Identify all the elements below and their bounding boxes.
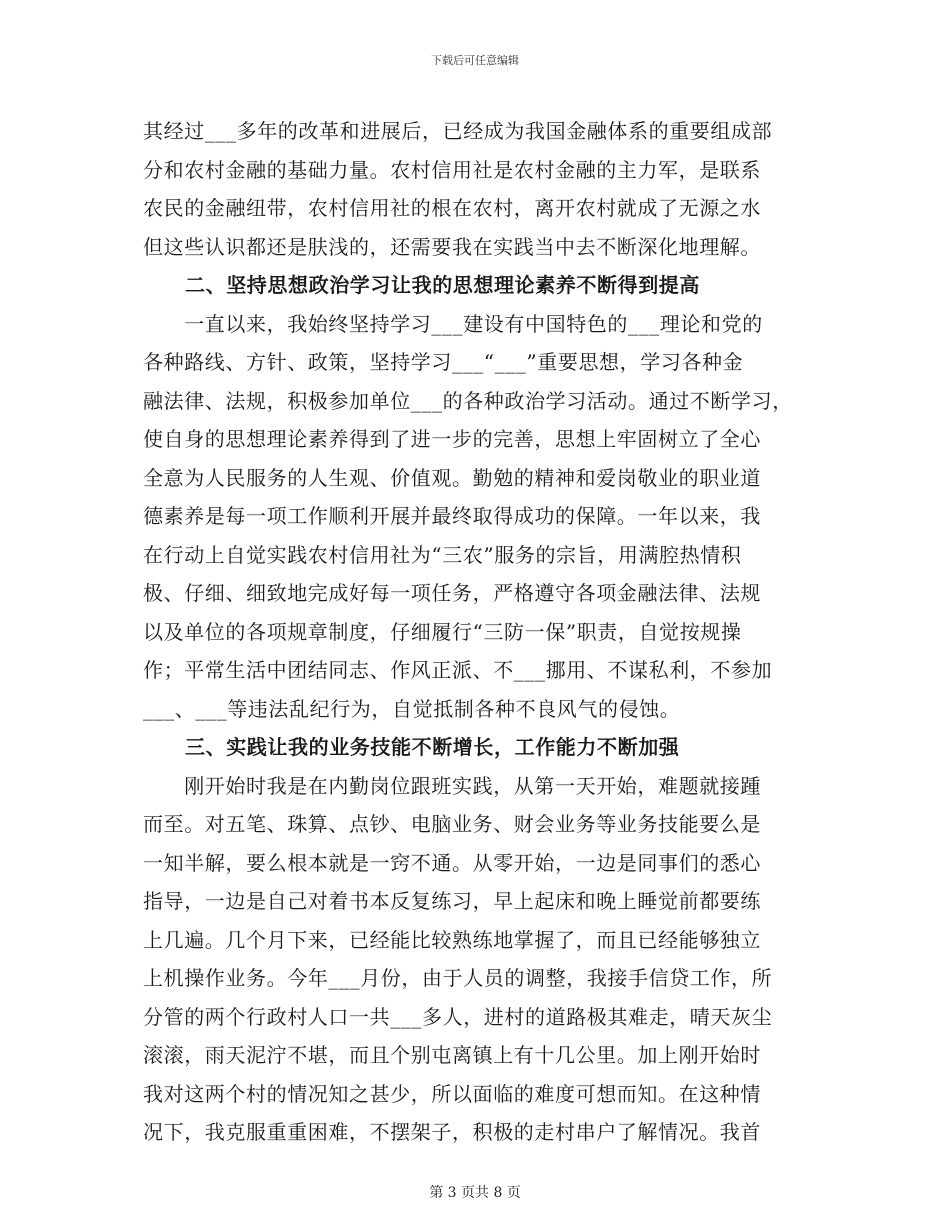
paragraph-line: ___、___等违法乱纪行为，自觉抵制各种不良风气的侵蚀。 [143,696,681,721]
paragraph-line: 上机操作业务。今年___月份，由于人员的调整，我接手信贷工作，所 [143,966,773,990]
paragraph-line: 融法律、法规，积极参加单位___的各种政治学习活动。通过不断学习， [143,388,793,413]
paragraph-line: 农民的金融纽带，农村信用社的根在农村，离开农村就成了无源之水 [143,196,761,220]
page-footer: 第 3 页共 8 页 [429,1185,521,1201]
paragraph-line: 作；平常生活中团结同志、作风正派、不___挪用、不谋私利，不参加 [143,658,773,682]
paragraph-line: 但这些认识都还是肤浅的，还需要我在实践当中去不断深化地理解。 [143,234,761,259]
paragraph-line: 使自身的思想理论素养得到了进一步的完善，思想上牢固树立了全心 [143,427,761,451]
section-heading: 二、坚持思想政治学习让我的思想理论素养不断得到提高 [185,273,700,297]
paragraph-line: 而至。对五笔、珠算、点钞、电脑业务、财会业务等业务技能要么是 [143,812,761,836]
paragraph-line: 况下，我克服重重困难，不摆架子，积极的走村串户了解情况。我首 [143,1120,761,1144]
paragraph-line: 分和农村金融的基础力量。农村信用社是农村金融的主力军，是联系 [143,157,761,182]
section-heading: 三、实践让我的业务技能不断增长，工作能力不断加强 [185,735,680,759]
paragraph-line: 德素养是每一项工作顺利开展并最终取得成功的保障。一年以来，我 [143,504,761,528]
paragraph-line: 刚开始时我是在内勤岗位跟班实践，从第一天开始，难题就接踵 [143,773,761,798]
paragraph-line: 在行动上自觉实践农村信用社为“三农”服务的宗旨，用满腔热情积 [143,542,742,567]
paragraph-line: 滚滚，雨天泥泞不堪，而且个别屯离镇上有十几公里。加上刚开始时 [143,1043,761,1067]
page-header: 下载后可任意编辑 [431,54,519,67]
paragraph-line: 全意为人民服务的人生观、价值观。勤勉的精神和爱岗敬业的职业道 [143,465,761,490]
paragraph-line: 以及单位的各项规章制度，仔细履行“三防一保”职责，自觉按规操 [143,619,742,644]
paragraph-line: 一直以来，我始终坚持学习___建设有中国特色的___理论和党的 [143,311,763,336]
paragraph-line: 分管的两个行政村人口一共___多人，进村的道路极其难走，晴天灰尘 [143,1004,773,1029]
paragraph-line: 我对这两个村的情况知之甚少，所以面临的难度可想而知。在这种情 [143,1081,761,1106]
paragraph-line: 一知半解，要么根本就是一窍不通。从零开始，一边是同事们的悉心 [143,850,761,875]
document-body [143,112,823,1152]
paragraph-line: 极、仔细、细致地完成好每一项任务，严格遵守各项金融法律、法规 [143,581,761,605]
paragraph-line: 其经过___多年的改革和进展后，已经成为我国金融体系的重要组成部 [143,119,773,143]
paragraph-line: 上几遍。几个月下来，已经能比较熟练地掌握了，而且已经能够独立 [143,927,761,952]
paragraph-line: 各种路线、方针、政策，坚持学习___“___”重要思想，学习各种金 [143,350,744,374]
paragraph-line: 指导，一边是自己对着书本反复练习，早上起床和晚上睡觉前都要练 [143,889,761,913]
